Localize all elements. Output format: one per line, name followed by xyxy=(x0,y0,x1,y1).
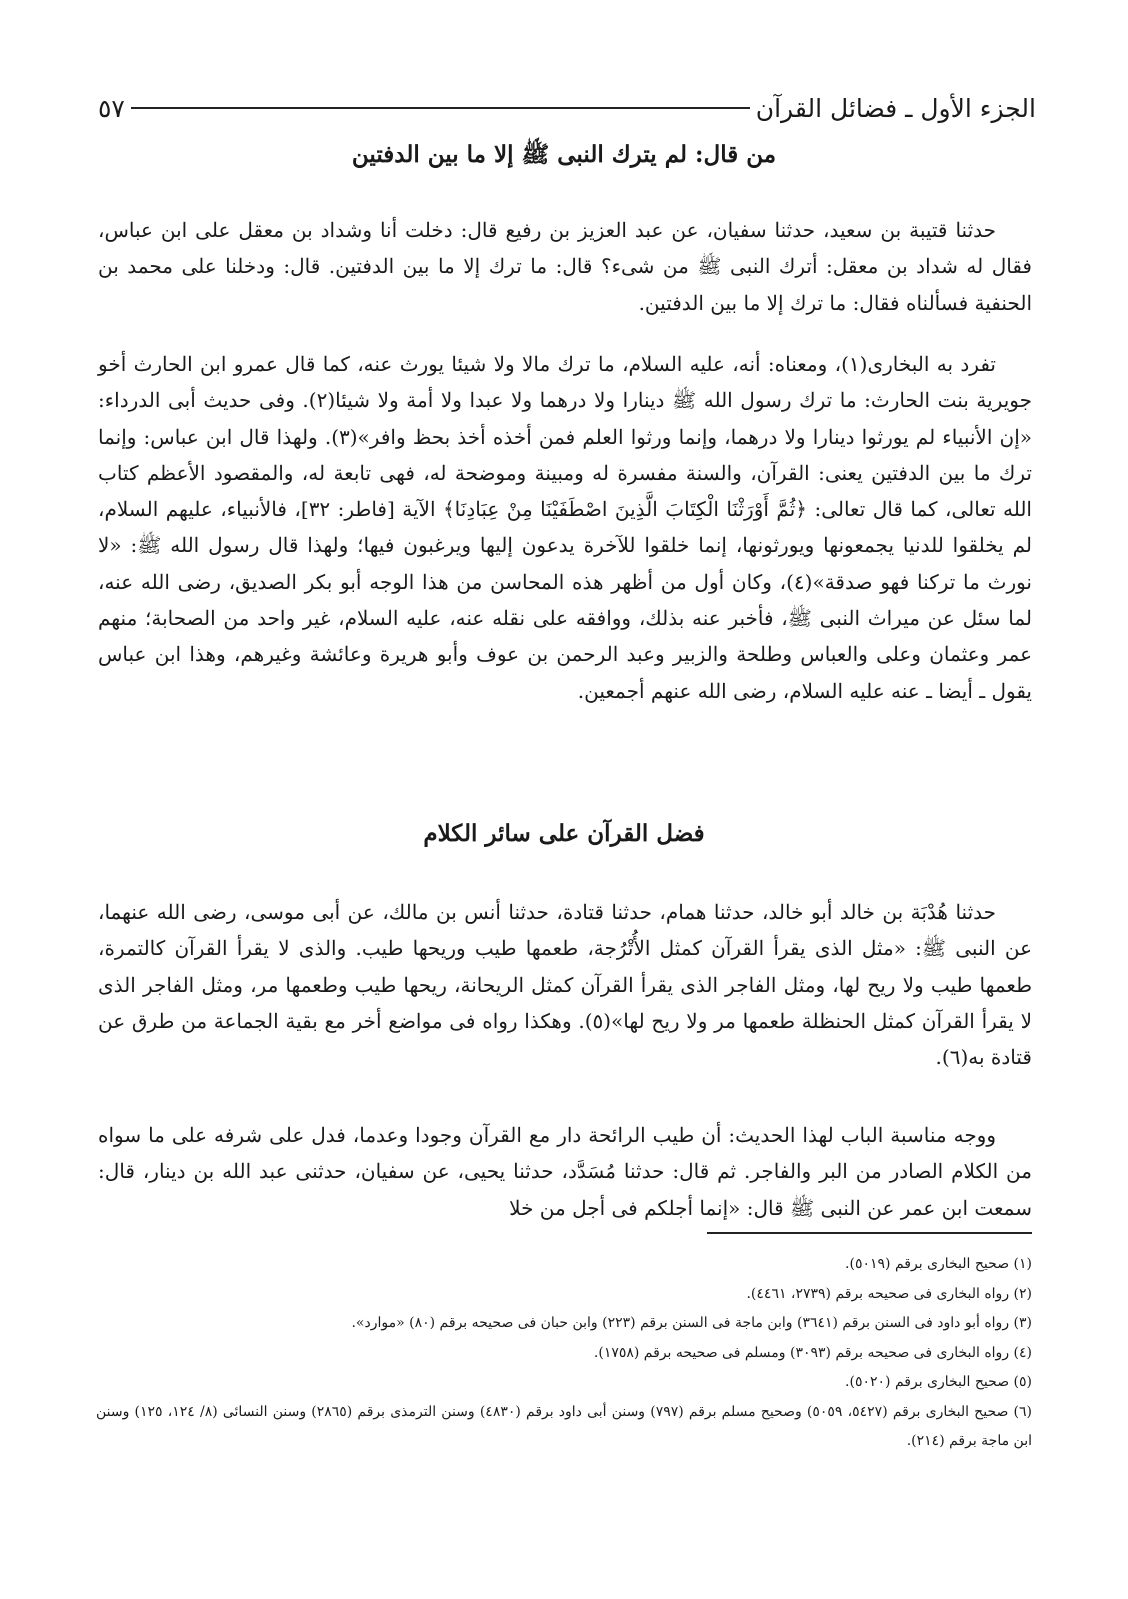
body-paragraph: حدثنا قتيبة بن سعيد، حدثنا سفيان، عن عبد العزيز بن رفيع قال: دخلت أنا وشداد بن معقل على ابن عباس، فقال له شداد بن معقل: أترك النبى ﷺ من شىء؟ قال: ما ترك إلا ما بين الدفتين. قال: ودخلنا على محمد بن الحنفية فسألناه فقال: ما ترك إلا ما بين الدفتين. xyxy=(98,218,1032,315)
footnotes xyxy=(96,1250,1032,1457)
body-paragraph: حدثنا هُدْبَة بن خالد أبو خالد، حدثنا همام، حدثنا قتادة، حدثنا أنس بن مالك، عن أبى موسى، رضى الله عنهما، عن النبى ﷺ: «مثل الذى يقرأ القرآن كمثل الأُتْرُجة، طعمها طيب وريحها طيب. والذى لا يقرأ القرآن كالتمرة، طعمها طيب ولا ريح لها، ومثل الفاجر الذى يقرأ القرآن كمثل الريحانة، ريحها طيب وطعمها مر، ومثل الفاجر الذى لا يقرأ القرآن كمثل الحنظلة طعمها مر ولا ريح لها»(٥). وهكذا رواه فى مواضع أخر مع بقية الجماعة من طرق عن قتادة به(٦). xyxy=(98,900,1033,1070)
footnote: (٦) صحيح البخارى برقم (٥٤٢٧، ٥٠٥٩) وصحيح مسلم برقم (٧٩٧) وسنن أبى داود برقم (٤٨٣٠) وسنن الترمذى برقم (٢٨٦٥) وسنن النسائى (٨/ ١٢٤، ١٢٥) وسنن ابن ماجة برقم (٢١٤). xyxy=(96,1403,1032,1449)
footnote: (٣) رواه أبو داود فى السنن برقم (٣٦٤١) وابن ماجة فى السنن برقم (٢٢٣) وابن حبان فى صحيحه برقم (٨٠) «موارد». xyxy=(351,1315,1032,1331)
footnote: (٤) رواه البخارى فى صحيحه برقم (٣٠٩٣) ومسلم فى صحيحه برقم (١٧٥٨). xyxy=(593,1344,1032,1361)
section-heading: فضل القرآن على سائر الكلام xyxy=(423,820,705,847)
footnote: (٢) رواه البخارى فى صحيحه برقم (٢٧٣٩، ٤٤٦١). xyxy=(746,1285,1032,1302)
body-paragraph: تفرد به البخارى(١)، ومعناه: أنه، عليه السلام، ما ترك مالا ولا شيئا يورث عنه، كما قال عمرو ابن الحارث أخو جويرية بنت الحارث: ما ترك رسول الله ﷺ دينارا ولا درهما ولا عبدا ولا أمة ولا شيئا(٢). وفى حديث أبى الدرداء: «إن الأنبياء لم يورثوا دينارا ولا درهما، وإنما ورثوا العلم فمن أخذه أخذ بحظ وافر»(٣). ولهذا قال ابن عباس: وإنما ترك ما بين الدفتين يعنى: القرآن، والسنة مفسرة له ومبينة وموضحة له، فهى تابعة له، والمقصود الأعظم كتاب الله تعالى، كما قال تعالى: ﴿ثُمَّ أَوْرَثْنَا الْكِتَابَ الَّذِينَ اصْطَفَيْنَا مِنْ عِبَادِنَا﴾ الآية [فاطر: ٣٢]، فالأنبياء، عليهم السلام، لم يخلقوا للدنيا يجمعونها ويورثونها، إنما خلقوا للآخرة يدعون إليها ويرغبون فيها؛ ولهذا قال رسول الله ﷺ: «لا نورث ما تركنا فهو صدقة»(٤)، وكان أول من أظهر هذه المحاسن من هذا الوجه أبو بكر الصديق، رضى الله عنه، لما سئل عن ميراث النبى ﷺ، فأخبر عنه بذلك، ووافقه على نقله عنه، عليه السلام، غير واحد من الصحابة؛ منهم عمر وعثمان وعلى والعباس وطلحة والزبير وعبد الرحمن بن عوف وأبو هريرة وعائشة وغيرهم، وهذا ابن عباس يقول ـ أيضا ـ عنه عليه السلام، رضى الله عنهم أجمعين. xyxy=(98,352,1033,703)
footnote-separator xyxy=(707,1232,1032,1234)
running-header xyxy=(98,88,1036,128)
footnote: (٥) صحيح البخارى برقم (٥٠٢٠). xyxy=(845,1374,1032,1390)
footnote: (١) صحيح البخارى برقم (٥٠١٩). xyxy=(845,1256,1032,1272)
body-paragraph: ووجه مناسبة الباب لهذا الحديث: أن طيب الرائحة دار مع القرآن وجودا وعدما، فدل على شرفه على ما سواه من الكلام الصادر من البر والفاجر. ثم قال: حدثنا مُسَدَّد، حدثنا يحيى، عن سفيان، حدثنى عبد الله بن دينار، قال: سمعت ابن عمر عن النبى ﷺ قال: «إنما أجلكم فى أجل من خلا xyxy=(98,1123,1032,1220)
header-rule xyxy=(131,107,750,109)
running-header-title: الجزء الأول ـ فضائل القرآن xyxy=(755,93,1036,123)
page-number: ٥٧ xyxy=(98,93,125,123)
section-heading: من قال: لم يترك النبى ﷺ إلا ما بين الدفتين xyxy=(351,141,777,168)
